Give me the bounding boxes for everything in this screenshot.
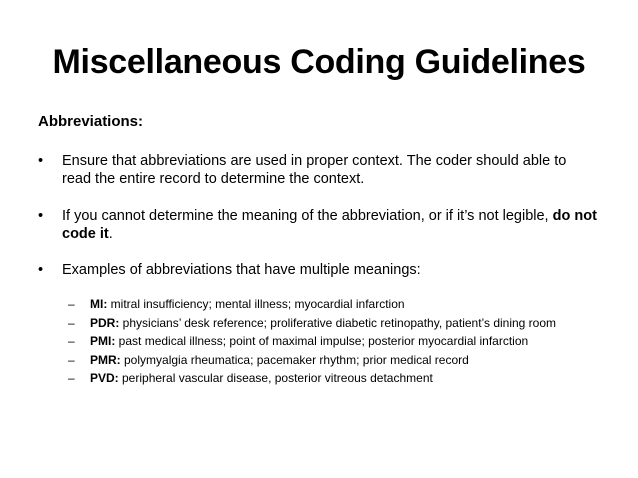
bullet-item <box>38 207 598 243</box>
abbreviation: MI: <box>90 297 108 311</box>
bullet-marker: • <box>38 208 44 224</box>
dash-marker: – <box>68 297 75 311</box>
abbreviation-meanings: physicians’ desk reference; proliferative diabetic retinopathy, patient’s dining room <box>119 315 557 330</box>
dash-marker: – <box>68 371 75 385</box>
list-item <box>68 314 628 333</box>
abbreviation: PMR: <box>90 352 121 367</box>
bullet-marker: • <box>38 262 44 278</box>
bullet-text-tail: . <box>108 226 113 242</box>
abbreviation-meanings: polymyalgia rheumatica; pacemaker rhythm; prior medical record <box>120 352 469 367</box>
list-item <box>68 351 628 370</box>
bullet-text-lead: If you cannot determine the meaning of the abbreviation, or if it’s not legible, <box>62 208 553 224</box>
list-item <box>68 332 628 351</box>
bullet-text: Ensure that abbreviations are used in proper context. The coder should able to read the entire record to determine the context. <box>62 153 567 187</box>
abbreviation-examples-list <box>68 295 628 388</box>
bullet-item <box>38 261 598 279</box>
bullet-text: Examples of abbreviations that have multiple meanings: <box>62 262 421 278</box>
abbreviation: PVD: <box>90 371 119 385</box>
bullet-text-emphasis: do not code it <box>62 208 597 242</box>
abbreviation: PDR: <box>90 315 120 330</box>
dash-marker: – <box>68 315 75 330</box>
dash-marker: – <box>68 352 75 367</box>
abbreviation-meanings: peripheral vascular disease, posterior vitreous detachment <box>118 371 433 385</box>
section-heading: Abbreviations: <box>38 113 144 130</box>
abbreviation-meanings: mitral insufficiency; mental illness; myocardial infarction <box>107 297 405 311</box>
slide-title: Miscellaneous Coding Guidelines <box>52 43 586 81</box>
bullet-item <box>38 152 598 188</box>
bullet-text <box>62 207 598 243</box>
dash-marker: – <box>68 334 75 348</box>
list-item <box>68 369 628 388</box>
bullet-marker: • <box>38 153 44 169</box>
list-item <box>68 295 628 314</box>
abbreviation: PMI: <box>90 334 116 348</box>
abbreviation-meanings: past medical illness; point of maximal impulse; posterior myocardial infarction <box>115 334 529 348</box>
